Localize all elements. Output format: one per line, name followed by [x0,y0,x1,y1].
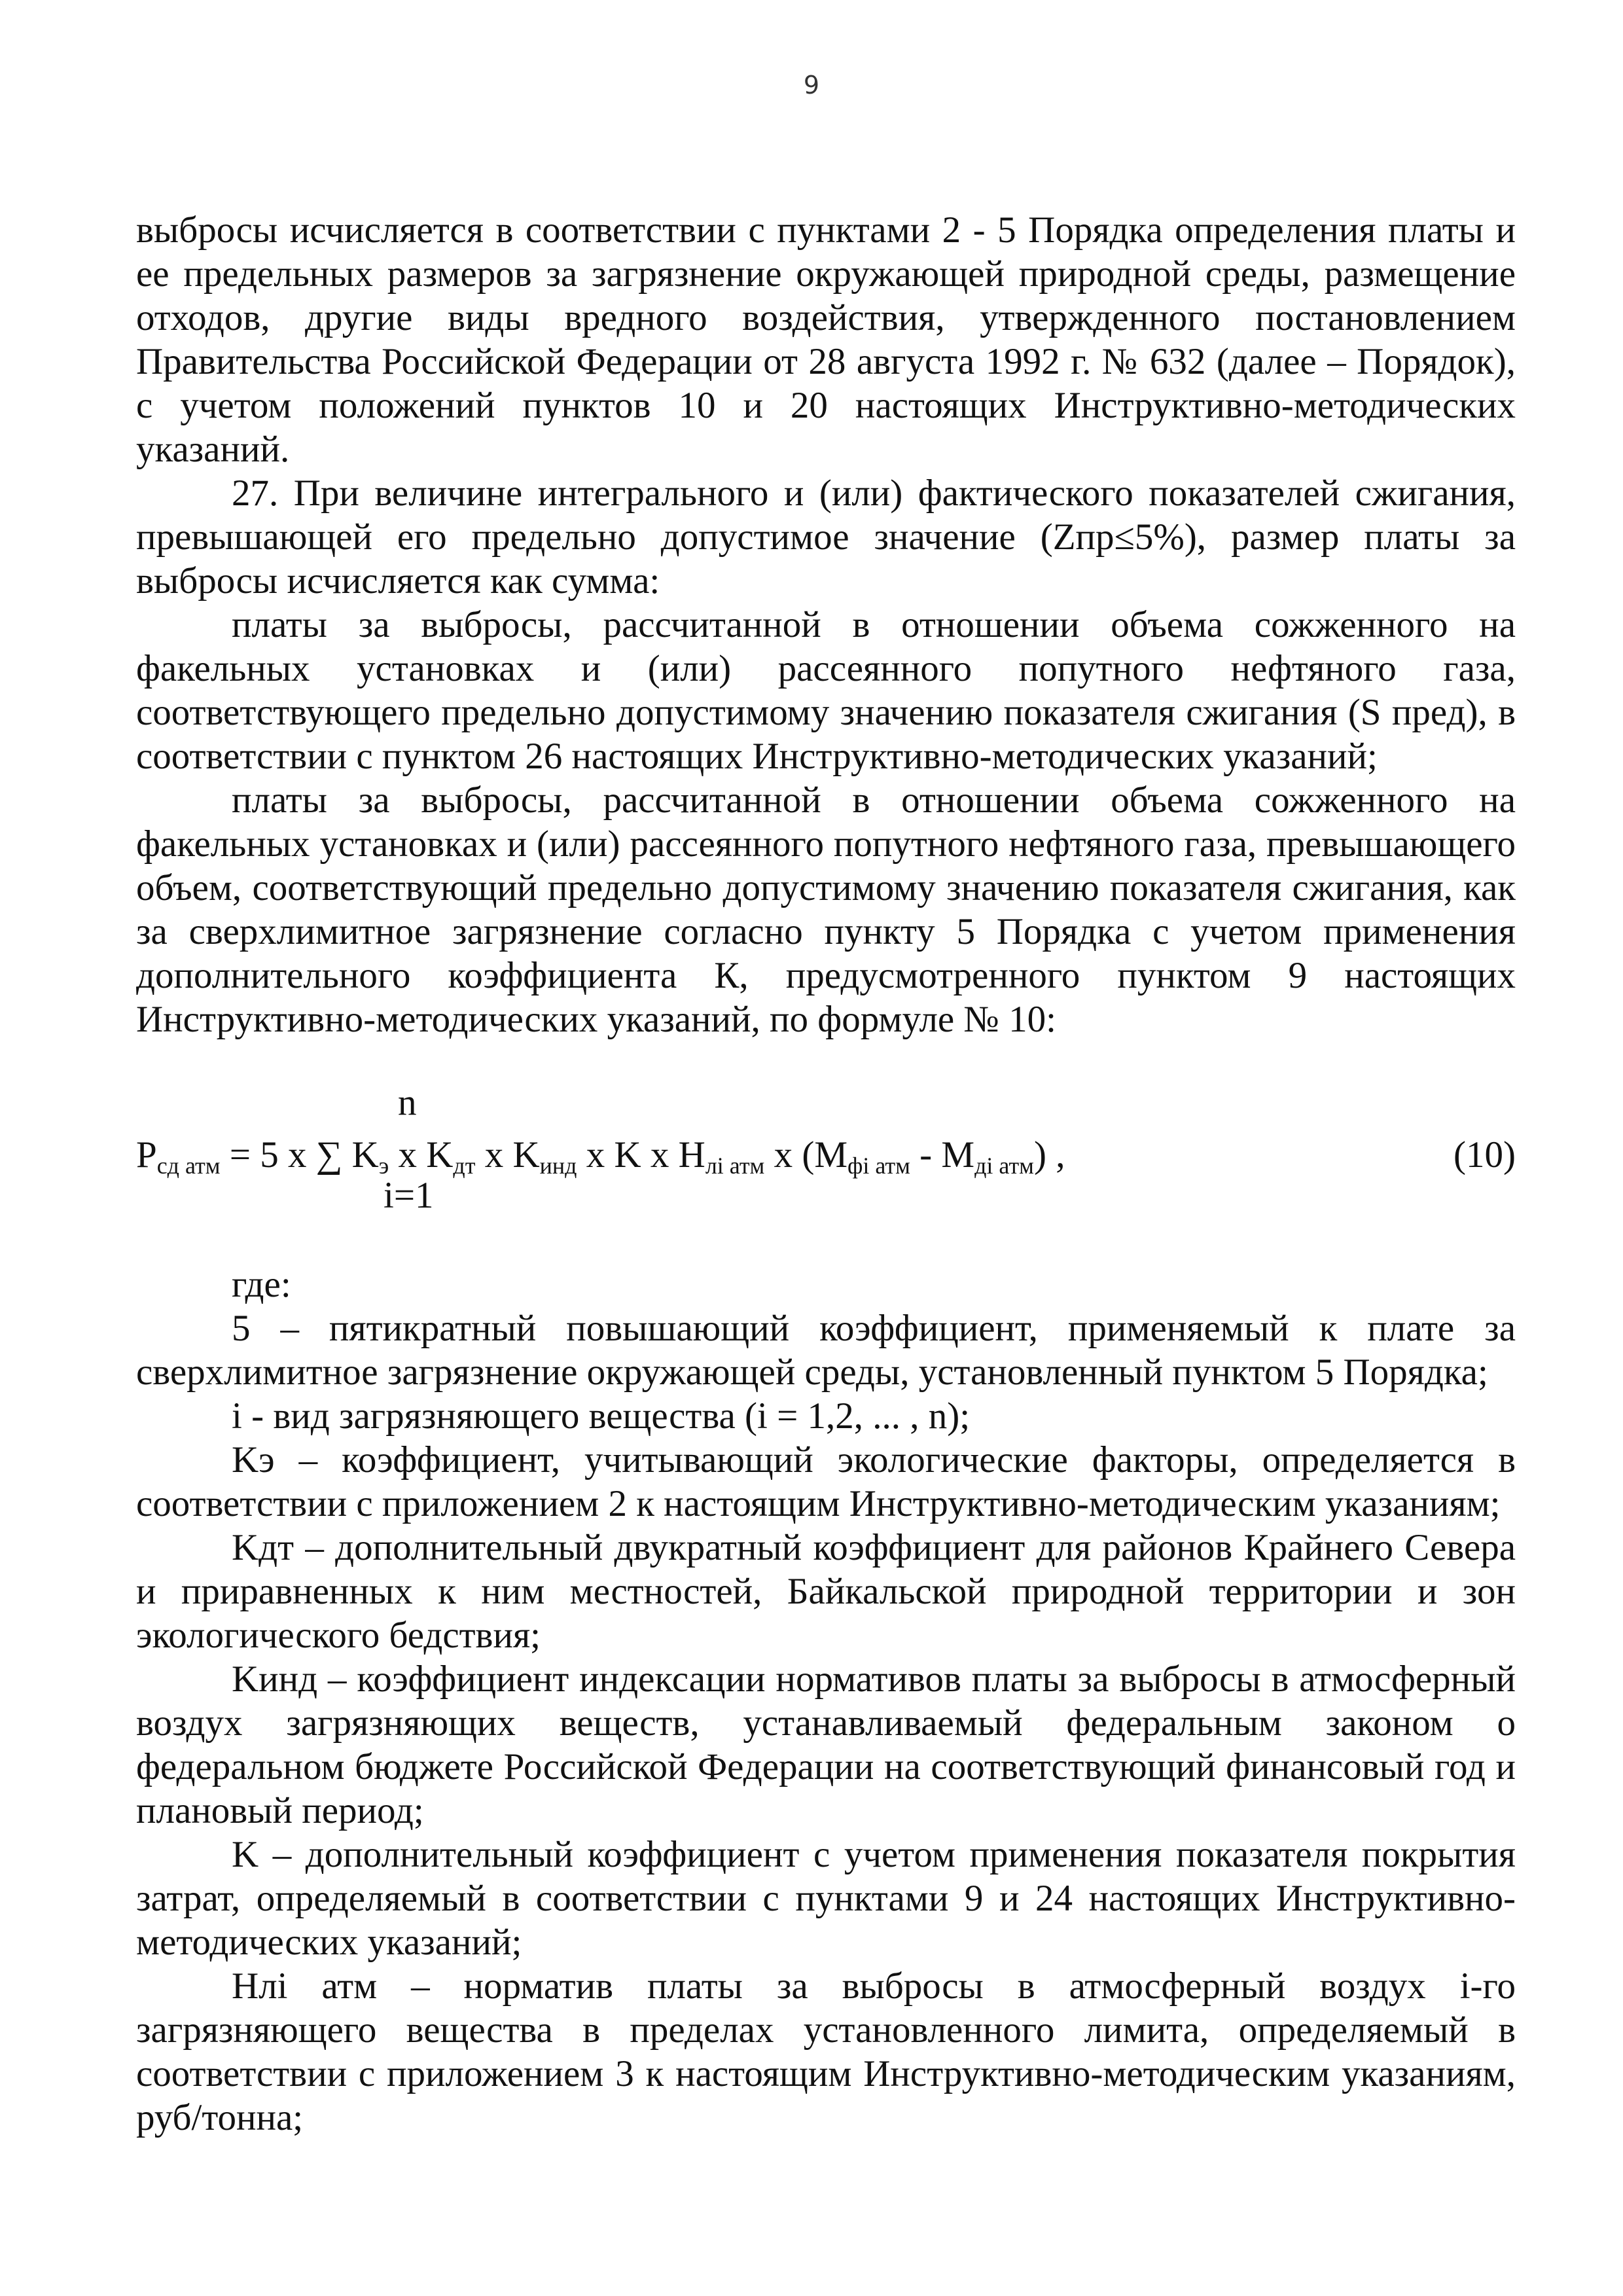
document-body [136,208,1516,2140]
definition-k: K – дополнительный коэффициент с учетом применения показателя покрытия затрат, определяемый в соответствии с пунктами 9 и 24 настоящих Инструктивно-методических указаний; [136,1834,1516,1963]
definition-where: где: [232,1264,291,1305]
definition-k-dt: Kдт – дополнительный двукратный коэффициент для районов Крайнего Севера и приравненных к ним местностей, Байкальской природной территории и зон экологического бедствия; [136,1527,1516,1656]
formula-expression: $P_{сд атм} = 5$ x ∑ $K_э$ x $K_{дт}$ x $K_{инд}$ x K x $H_{лi атм}$ x $(M_{фi атм} - M_{дi атм})$ , [136,1134,1065,1179]
paragraph-item-27: 27. При величине интегрального и (или) фактического показателей сжигания, превышающей его предельно допустимое значение (Zпр≤5%), размер платы за выбросы исчисляется как сумма: [136,473,1516,601]
definition-k-ind: Kинд – коэффициент индексации нормативов платы за выбросы в атмосферный воздух загрязняющих веществ, устанавливаемый федеральным законом о федеральном бюджете Российской Федерации на соответствующий финансовый год и плановый период; [136,1659,1516,1831]
formula-number: (10) [1454,1134,1516,1175]
paragraph-payment-over-limit: платы за выбросы, рассчитанной в отношении объема сожженного на факельных установках и (или) рассеянного попутного нефтяного газа, превышающего объем, соответствующий предельно допустимому значению показателя сжигания, как за сверхлимитное загрязнение согласно пункту 5 Порядка с учетом применения дополнительного коэффициента К, предусмотренного пунктом 9 настоящих Инструктивно-методических указаний, по формуле № 10: [136,780,1516,1040]
formula-lower-limit: i=1 [383,1175,434,1216]
definition-k-e: Kэ – коэффициент, учитывающий экологические факторы, определяется в соответствии с приложением 2 к настоящим Инструктивно-методическим указаниям; [136,1439,1516,1524]
page-number: 9 [803,71,820,99]
paragraph-continuation: выбросы исчисляется в соответствии с пунктами 2 - 5 Порядка определения платы и ее предельных размеров за загрязнение окружающей природной среды, размещение отходов, другие виды вредного воздействия, утвержденного постановлением Правительства Российской Федерации от 28 августа 1992 г. № 632 (далее – Порядок), с учетом положений пунктов 10 и 20 настоящих Инструктивно-методических указаний. [136,209,1516,470]
formula-10 [136,1081,1516,1251]
definition-h-li-atm: Hлi атм – норматив платы за выбросы в атмосферный воздух i-го загрязняющего вещества в пределах установленного лимита, определяемый в соответствии с приложением 3 к настоящим Инструктивно-методическим указаниям, руб/тонна; [136,1965,1516,2138]
definition-i: i - вид загрязняющего вещества (i = 1,2, ... , n); [232,1395,971,1437]
paragraph-payment-within-limit: платы за выбросы, рассчитанной в отношении объема сожженного на факельных установках и (или) рассеянного попутного нефтяного газа, соответствующего предельно допустимому значению показателя сжигания (S пред), в соответствии с пунктом 26 настоящих Инструктивно-методических указаний; [136,604,1516,777]
formula-upper-limit: n [398,1082,417,1123]
definition-coefficient-5: 5 – пятикратный повышающий коэффициент, применяемый к плате за сверхлимитное загрязнение окружающей среды, установленный пунктом 5 Порядка; [136,1308,1516,1393]
